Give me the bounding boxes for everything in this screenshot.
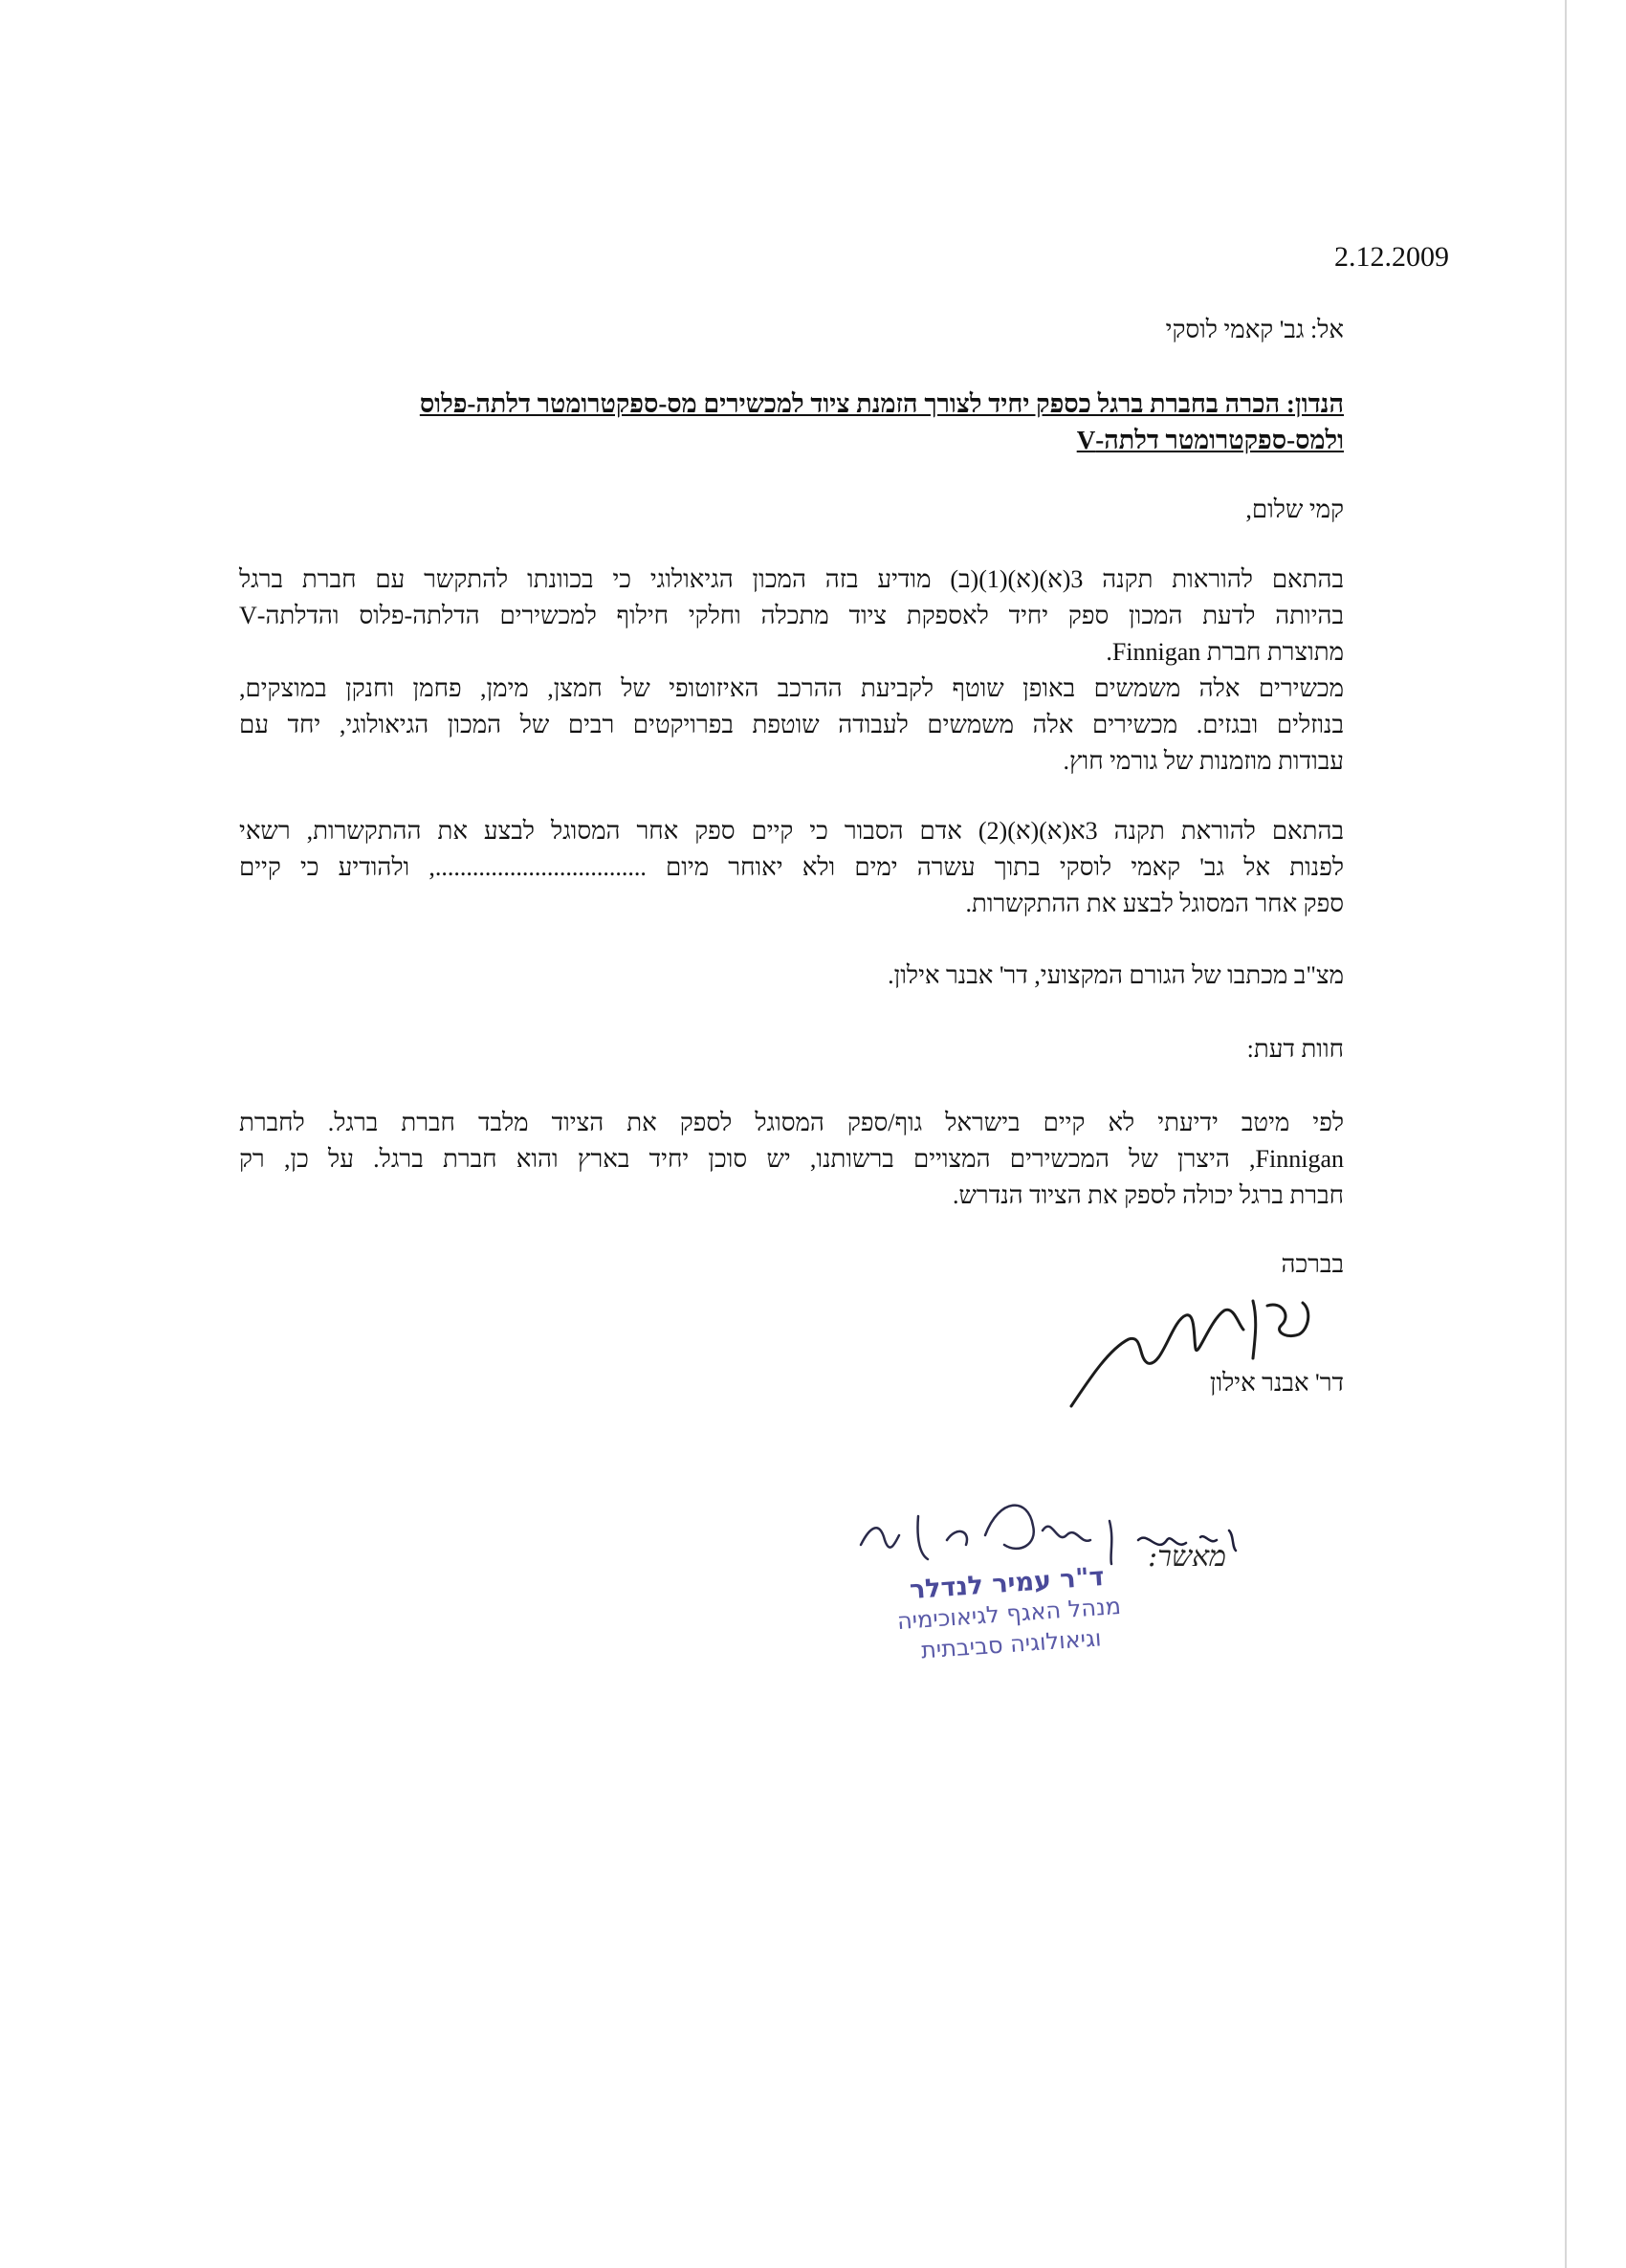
closing: בברכה: [1281, 1250, 1344, 1278]
approval-handwritten-note: מאשר:: [1148, 1540, 1226, 1574]
paragraph1-line: בהיותה לדעת המכון ספק יחיד לאספקת ציוד מתכלה וחלקי חילוף למכשירים הדלתה-פלוס והדלתה-V: [239, 602, 1344, 629]
letter-date: 2.12.2009: [1334, 241, 1449, 273]
stamp-title: מנהל האגף לגיאוכימיה: [896, 1592, 1122, 1636]
paragraph2-line: בהתאם להוראת תקנה 3א(א)(א)(2) אדם הסבור כי קיים ספק אחר המסוגל לבצע את ההתקשרות, רשאי: [239, 817, 1344, 845]
stamp-name: ד"ר עמיר לנדלר: [909, 1562, 1106, 1606]
subject-line-2: ולמס-ספקטרומטר דלתה-V: [1076, 426, 1344, 454]
handwritten-signature: [1052, 1282, 1339, 1416]
page-edge-shadow: [1565, 0, 1567, 2268]
recipient-line: אל: גב' קאמי לוסקי: [1165, 316, 1344, 343]
paragraph2-line: לפנות אל גב' קאמי לוסקי בתוך עשרה ימים ולא יאוחר מיום .................................., ולהודיע כי קיים: [239, 853, 1344, 881]
subject-line-1: הנדון: הכרה בחברת ברגל כספק יחיד לצורך הזמנת ציוד למכשירים מס-ספקטרומטר דלתה-פלוס: [419, 389, 1344, 418]
paragraph1-line: בהתאם להוראות תקנה 3(א)(א)(1)(ב) מודיע בזה המכון הגיאולוגי כי בכוונתו להתקשר עם חברת ברגל: [239, 565, 1344, 593]
greeting: קמי שלום,: [1245, 495, 1344, 523]
paragraph1-line: עבודות מוזמנות של גורמי חוץ.: [1063, 747, 1344, 775]
stamp-title: וגיאולוגיה סביבתית: [920, 1624, 1103, 1664]
paragraph1-line: בנוזלים ובגזים. מכשירים אלה משמשים לעבודה שוטפת בפרויקטים רבים של המכון הגיאולוגי, יחד עם: [239, 711, 1344, 738]
paragraph2-line: ספק אחר המסוגל לבצע את ההתקשרות.: [965, 890, 1344, 917]
opinion-heading: חוות דעת:: [1246, 1035, 1344, 1063]
paragraph3-line: לפי מיטב ידיעתי לא קיים בישראל גוף/ספק המסוגל לספק את הציוד מלבד חברת ברגל. לחברת: [239, 1109, 1344, 1136]
attachment-note: מצ"ב מכתבו של הגורם המקצועי, דר' אבנר אילון.: [888, 961, 1344, 989]
paragraph3-line: חברת ברגל יכולה לספק את הציוד הנדרש.: [953, 1181, 1344, 1209]
paragraph1-line: מכשירים אלה משמשים באופן שוטף לקביעת ההרכב האיזוטופי של חמצן, מימן, פחמן וחנקן במוצקים,: [239, 674, 1344, 702]
signer-name: דר' אבנר אילון: [1209, 1369, 1344, 1397]
paragraph3-line: Finnigan, היצרן של המכשירים המצויים ברשותנו, יש סוכן יחיד בארץ והוא חברת ברגל. על כן, רק: [239, 1145, 1344, 1173]
paragraph1-line: מתוצרת חברת Finnigan.: [1106, 638, 1344, 666]
